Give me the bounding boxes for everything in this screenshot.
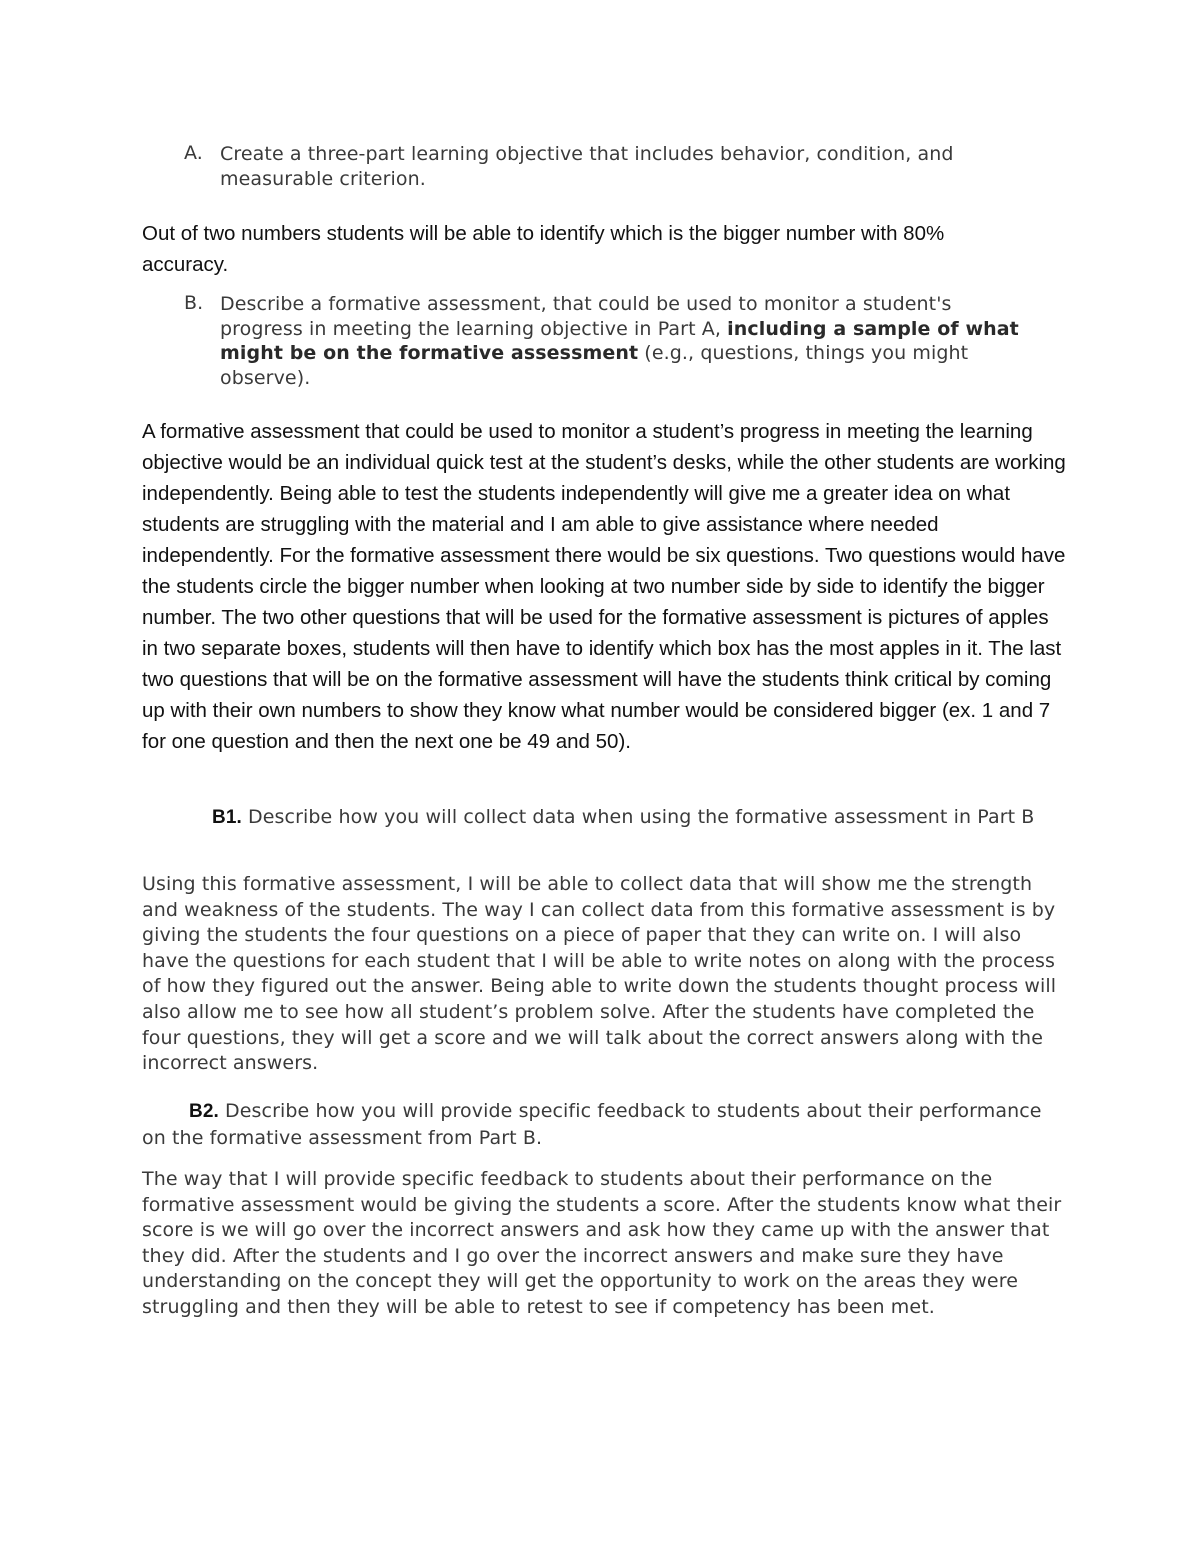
answer-b2: The way that I will provide specific feedback to students about their performance on the formative assessment would be giving the students a score. After the students know what their score is we will go over the incorrect answers and ask how they came up with the answer that they did. After the students and I go over the incorrect answers and make sure they have understanding on the concept they will get the opportunity to work on the areas they were struggling and then they will be able to retest to see if competency has been met. (142, 1168, 1062, 1318)
question-b2-text: Describe how you will provide specific feedback to students about their performance on the formative assessment from Part B. (142, 1100, 1042, 1149)
question-b-marker: B. (184, 292, 204, 314)
answer-a: Out of two numbers students will be able to identify which is the bigger number with 80% accuracy. (142, 222, 945, 276)
question-b-text-end: (e.g., questions, things you might observe). (220, 342, 969, 389)
question-b-text-bold: including a sample of what might be on the formative assessment (220, 317, 1019, 364)
question-b-text (220, 292, 1024, 390)
question-b2-label: B2. (189, 1101, 219, 1122)
answer-b1: Using this formative assessment, I will be able to collect data that will show me the strength and weakness of the students. The way I can collect data from this formative assessment is by giving the students the four questions on a piece of paper that they can write on. I will also have the questions for each student that I will be able to write notes on along with the process of how they figured out the answer. Being able to write down the students thought process will also allow me to see how all student’s problem solve. After the students have completed the four questions, they will get a score and we will talk about the correct answers along with the incorrect answers. (142, 873, 1057, 1075)
question-b (184, 292, 1024, 390)
answer-b: A formative assessment that could be used to monitor a student’s progress in meeting the learning objective would be an individual quick test at the student’s desks, while the other students are working independently. Being able to test the students independently will give me a greater idea on what students are struggling with the material and I am able to give assistance where needed independently. For the formative assessment there would be six questions. Two questions would have the students circle the bigger number when looking at two number side by side to identify the bigger number. The two other questions that will be used for the formative assessment is pictures of apples in two separate boxes, students will then have to identify which box has the most apples in it. The last two questions that will be on the formative assessment will have the students think critical by coming up with their own numbers to show they know what number would be considered bigger (ex. 1 and 7 for one question and then the next one be 49 and 50). (142, 420, 1066, 753)
question-b1 (142, 803, 1052, 832)
question-b-text-start: Describe a formative assessment, that could be used to monitor a student's progress in meeting the learning objective in Part A, (220, 293, 952, 340)
question-a (184, 142, 1044, 191)
question-a-text: Create a three-part learning objective that includes behavior, condition, and measurable criterion. (220, 143, 954, 190)
question-b1-label: B1. (212, 807, 242, 828)
question-a-marker: A. (184, 142, 203, 164)
question-b1-text: Describe how you will collect data when using the formative assessment in Part B (248, 806, 1035, 828)
question-b2 (142, 1098, 1052, 1151)
